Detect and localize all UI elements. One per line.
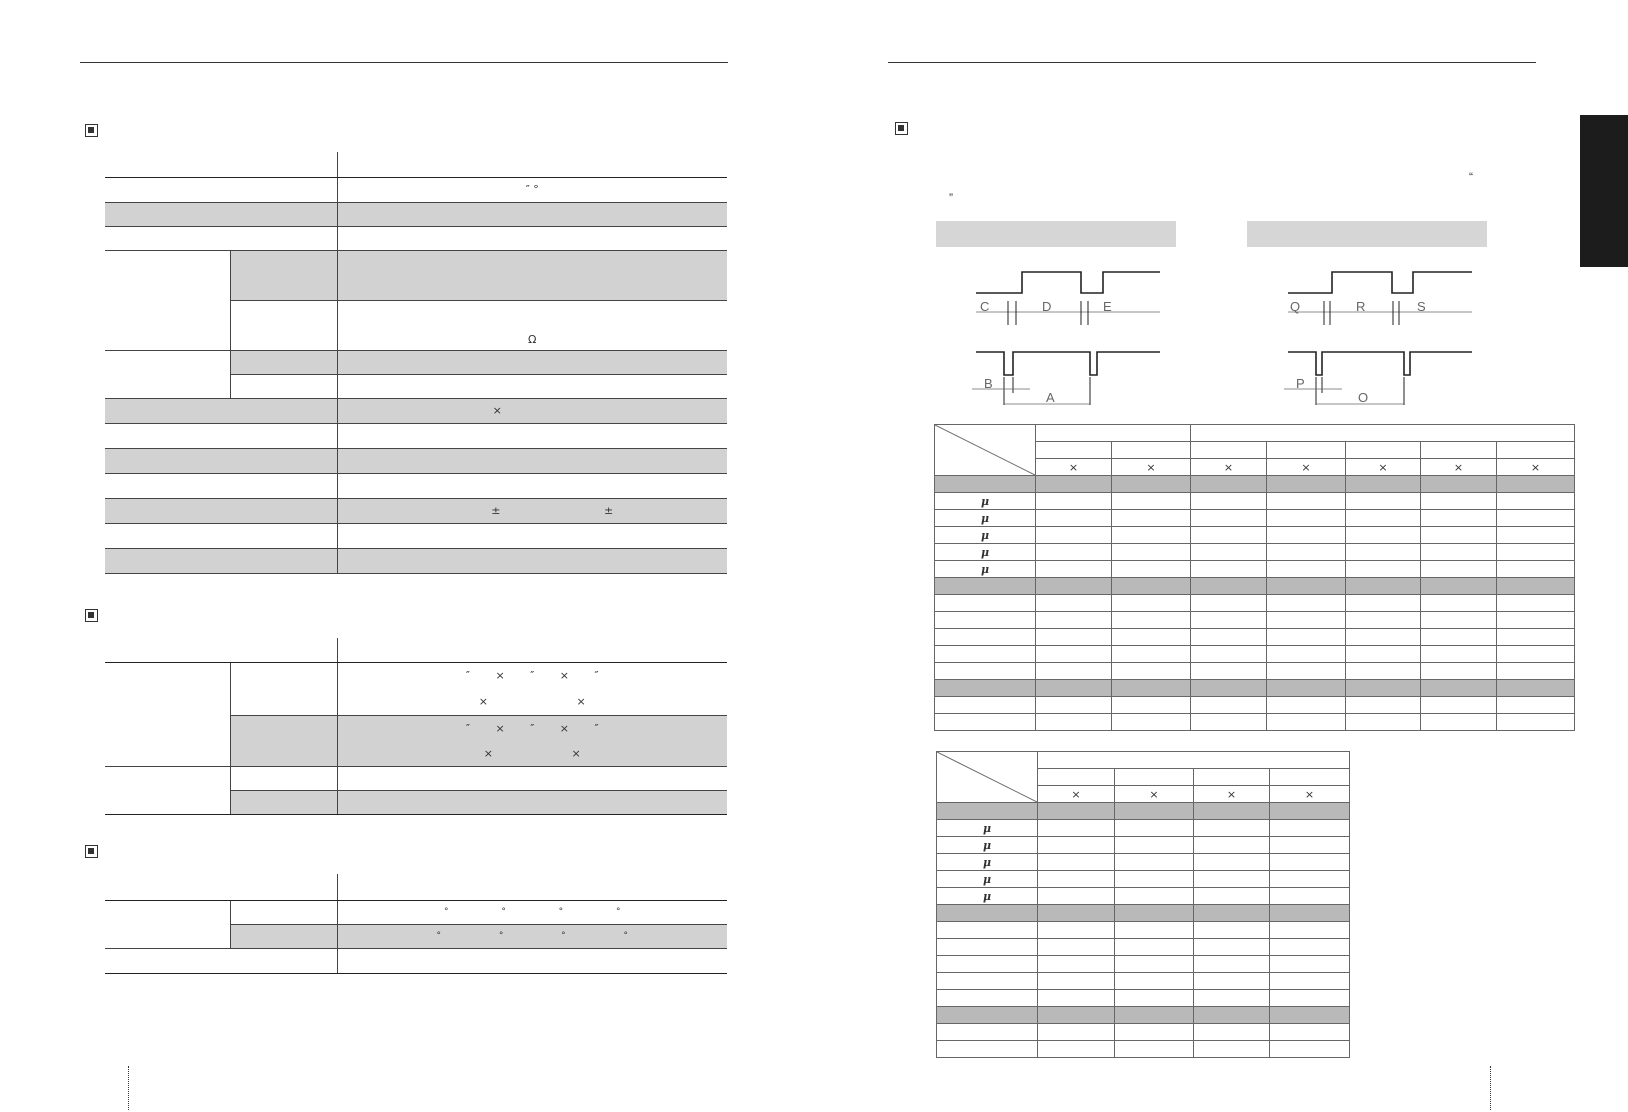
open-quote: “ — [1469, 170, 1473, 184]
mu-symbol: μ — [935, 493, 1036, 510]
cell-value — [337, 662, 727, 715]
section-separator-row — [935, 578, 1575, 595]
cell-value — [337, 548, 727, 573]
table-row — [935, 714, 1575, 731]
table-row — [935, 646, 1575, 663]
times-symbol: × — [1497, 459, 1575, 476]
dimension-line-2: × × — [478, 694, 586, 708]
mu-symbol: μ — [935, 510, 1036, 527]
spec-table-1-header — [105, 152, 727, 177]
times-symbol: × — [1421, 459, 1497, 476]
section-separator-row — [937, 803, 1350, 820]
table-row — [937, 973, 1350, 990]
cell-value — [337, 398, 727, 423]
mu-symbol: μ — [935, 561, 1036, 578]
vsync-waveform — [1288, 352, 1472, 375]
spec-table-2-header — [105, 638, 727, 662]
dimension-line-1: ″ × ″ × ″ — [465, 668, 599, 682]
times-symbol: × — [1346, 459, 1421, 476]
mu-symbol: μ — [937, 837, 1038, 854]
degree-symbols: ° ° ° ° — [436, 931, 629, 941]
label-a: A — [1046, 390, 1055, 405]
times-symbol: × — [1038, 786, 1115, 803]
table-row — [935, 493, 1575, 510]
waveform-right-title-bar — [1247, 221, 1487, 247]
cell-value — [337, 300, 727, 350]
times-symbol: × — [1267, 459, 1346, 476]
table-row — [105, 662, 727, 715]
vsync-waveform — [976, 352, 1160, 375]
label-b: B — [984, 376, 993, 391]
table-row — [105, 473, 727, 498]
table-row — [935, 595, 1575, 612]
table-row — [105, 948, 727, 973]
table-corner-cell — [937, 752, 1038, 803]
table-row — [105, 226, 727, 250]
section-separator-row — [935, 476, 1575, 493]
section-4-icon — [895, 122, 908, 135]
table-row — [935, 561, 1575, 578]
table-row — [935, 663, 1575, 680]
label-s: S — [1417, 299, 1426, 314]
hsync-waveform — [1288, 272, 1472, 293]
table-row — [105, 250, 727, 300]
table-row — [105, 498, 727, 523]
table-row — [937, 854, 1350, 871]
table-row — [937, 922, 1350, 939]
table-row — [105, 523, 727, 548]
degree-symbols: ° ° ° ° — [443, 907, 621, 917]
cell-value — [337, 523, 727, 548]
table-row — [105, 766, 727, 790]
table-row — [937, 956, 1350, 973]
left-header-rule — [80, 62, 728, 63]
timing-table-2 — [936, 751, 1350, 1058]
spec-table-1 — [105, 152, 727, 574]
table-row — [935, 544, 1575, 561]
table-row — [937, 939, 1350, 956]
cell-value: ″ ° — [337, 177, 727, 202]
right-page-dotted-marker — [1490, 1066, 1492, 1110]
table-row — [937, 888, 1350, 905]
mu-symbol: μ — [935, 544, 1036, 561]
cell-value — [337, 374, 727, 398]
table-row — [937, 1041, 1350, 1058]
table-row — [937, 837, 1350, 854]
waveform-left — [960, 265, 1170, 415]
mu-symbol: μ — [937, 888, 1038, 905]
chapter-tab — [1580, 115, 1628, 267]
section-separator-row — [935, 680, 1575, 697]
table-row — [935, 612, 1575, 629]
section-separator-row — [937, 905, 1350, 922]
table-row — [105, 177, 727, 202]
label-q: Q — [1290, 299, 1301, 314]
table-row — [935, 510, 1575, 527]
ohm-symbol: Ω — [528, 332, 537, 346]
cell-value — [337, 715, 727, 766]
table-row — [935, 697, 1575, 714]
table-corner-cell — [935, 425, 1036, 476]
table-row — [935, 629, 1575, 646]
table-row — [937, 990, 1350, 1007]
mu-symbol: μ — [937, 871, 1038, 888]
dimension-line-1: ″ × ″ × ″ — [465, 721, 599, 735]
mu-symbol: μ — [937, 854, 1038, 871]
waveform-right — [1272, 265, 1482, 415]
plus-minus-symbols: ± ± — [491, 504, 614, 517]
section-separator-row — [937, 1007, 1350, 1024]
spec-table-3-header — [105, 874, 727, 900]
table-row — [105, 900, 727, 924]
table-row — [105, 350, 727, 374]
label-p: P — [1296, 376, 1305, 391]
table-row — [105, 548, 727, 573]
timing-table-1 — [934, 424, 1575, 731]
left-page-dotted-marker — [128, 1066, 130, 1110]
label-e: E — [1103, 299, 1112, 314]
table-row — [937, 820, 1350, 837]
mu-symbol: μ — [935, 527, 1036, 544]
times-symbol: × — [1191, 459, 1267, 476]
table-row — [937, 871, 1350, 888]
table-row — [937, 1024, 1350, 1041]
label-d: D — [1042, 299, 1052, 314]
table-row — [105, 398, 727, 423]
times-symbol: × — [1270, 786, 1350, 803]
table-row — [105, 202, 727, 226]
cell-value — [337, 924, 727, 948]
section-1-icon — [85, 124, 98, 137]
right-header-rule — [888, 62, 1536, 63]
table-row — [105, 448, 727, 473]
hsync-waveform — [976, 272, 1160, 293]
waveform-left-title-bar — [936, 221, 1176, 247]
label-r: R — [1356, 299, 1366, 314]
table-row — [935, 527, 1575, 544]
times-symbol: × — [1112, 459, 1191, 476]
spec-table-3 — [105, 874, 727, 974]
mu-symbol: μ — [937, 820, 1038, 837]
cell-value — [337, 423, 727, 448]
spec-table-2 — [105, 638, 727, 815]
times-symbol: × — [1036, 459, 1112, 476]
cell-value — [337, 226, 727, 250]
cell-value — [337, 350, 727, 374]
times-symbol: × — [1115, 786, 1194, 803]
section-2-icon — [85, 609, 98, 622]
cell-value — [337, 498, 727, 523]
times-symbol: × — [1194, 786, 1270, 803]
cell-value — [337, 900, 727, 924]
close-quote: ” — [949, 191, 953, 205]
cell-value — [337, 250, 727, 300]
label-o: O — [1358, 390, 1369, 405]
cell-value — [337, 448, 727, 473]
table-row — [105, 423, 727, 448]
cell-value — [337, 473, 727, 498]
times-symbol: × — [492, 404, 502, 417]
cell-value — [337, 202, 727, 226]
label-c: C — [980, 299, 990, 314]
section-3-icon — [85, 845, 98, 858]
dimension-line-2: × × — [483, 746, 581, 760]
